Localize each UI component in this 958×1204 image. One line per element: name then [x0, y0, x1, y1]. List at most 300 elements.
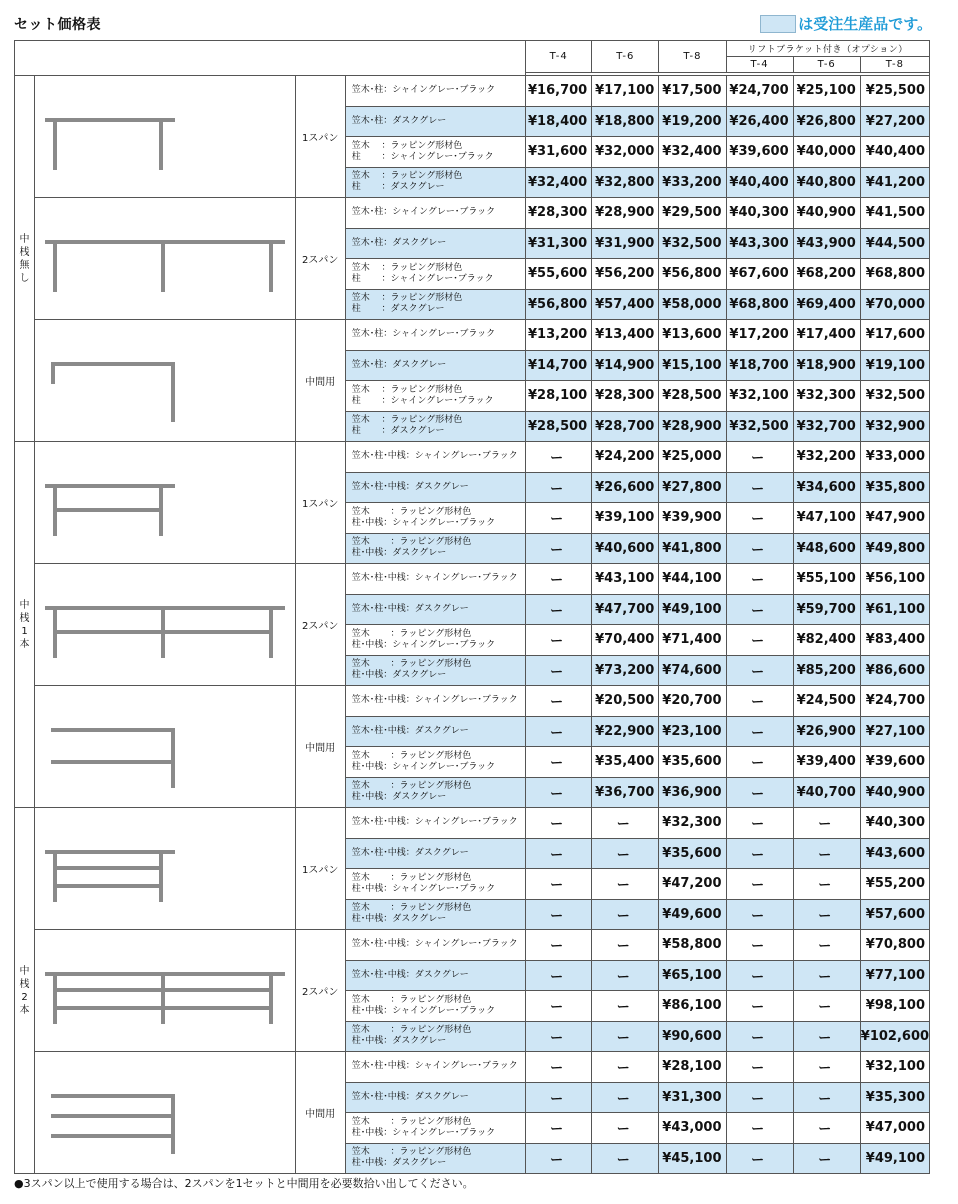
material-line: 笠木･柱･中桟：シャイングレー･ブラック	[351, 817, 518, 828]
material-line: 柱･中桟：シャイングレー･ブラック	[351, 1127, 496, 1138]
material-label	[345, 137, 525, 168]
price-cell: ¥70,800	[860, 930, 929, 961]
material-label	[345, 655, 525, 686]
material-label	[345, 777, 525, 808]
material-line: 柱･中桟：ダスクグレー	[351, 548, 447, 559]
material-line: 柱･中桟：ダスクグレー	[351, 1036, 447, 1047]
span-label: 1スパン	[295, 76, 345, 198]
price-cell: ¥102,600	[860, 1021, 929, 1052]
price-cell: ー	[793, 899, 860, 930]
material-line: 笠木 ：ラッピング形材色	[351, 628, 472, 639]
table-row	[15, 686, 930, 717]
price-cell: ー	[726, 777, 793, 808]
material-line: 笠木･柱･中桟：シャイングレー･ブラック	[351, 1061, 518, 1072]
material-line: 柱･中桟：ダスクグレー	[351, 1158, 447, 1169]
price-cell: ¥19,200	[659, 106, 726, 137]
price-cell: ー	[793, 1021, 860, 1052]
price-cell: ¥40,300	[726, 198, 793, 229]
price-cell: ¥55,100	[793, 564, 860, 595]
price-cell: ¥22,900	[592, 716, 659, 747]
material-line: 柱 ：シャイングレー･ブラック	[351, 395, 494, 406]
price-cell: ー	[526, 686, 592, 717]
price-cell: ¥77,100	[860, 960, 929, 991]
price-cell: ¥56,800	[526, 289, 592, 320]
material-label	[345, 472, 525, 503]
price-cell: ¥40,300	[860, 808, 929, 839]
group-label-text: 中桟2本	[19, 965, 30, 1016]
price-cell: ¥28,100	[526, 381, 592, 412]
price-cell: ー	[726, 716, 793, 747]
legend-swatch	[760, 15, 796, 33]
price-cell: ー	[726, 930, 793, 961]
price-cell: ー	[592, 991, 659, 1022]
price-cell: ¥59,700	[793, 594, 860, 625]
material-line: 笠木 ：ラッピング形材色	[351, 262, 463, 273]
price-cell: ¥67,600	[726, 259, 793, 290]
price-cell: ー	[793, 1113, 860, 1144]
material-label	[345, 594, 525, 625]
price-cell: ¥86,100	[659, 991, 726, 1022]
price-cell: ¥57,600	[860, 899, 929, 930]
price-cell: ¥58,000	[659, 289, 726, 320]
material-label	[345, 259, 525, 290]
price-cell: ー	[526, 472, 592, 503]
price-cell: ー	[726, 869, 793, 900]
price-cell: ー	[592, 808, 659, 839]
price-cell: ¥70,400	[592, 625, 659, 656]
material-line: 柱･中桟：シャイングレー･ブラック	[351, 761, 496, 772]
price-cell: ¥14,700	[526, 350, 592, 381]
material-label	[345, 838, 525, 869]
price-cell: ¥24,500	[793, 686, 860, 717]
price-cell: ¥40,900	[793, 198, 860, 229]
material-line: 柱･中桟：シャイングレー･ブラック	[351, 1005, 496, 1016]
material-line: 柱･中桟：シャイングレー･ブラック	[351, 883, 496, 894]
price-cell: ¥28,900	[659, 411, 726, 442]
price-cell: ¥27,800	[659, 472, 726, 503]
material-label	[345, 1021, 525, 1052]
price-cell: ー	[526, 1143, 592, 1174]
material-label	[345, 564, 525, 595]
price-cell: ¥32,200	[793, 442, 860, 473]
price-cell: ¥31,300	[659, 1082, 726, 1113]
table-row	[15, 564, 930, 595]
span-label: 1スパン	[295, 442, 345, 564]
price-cell: ¥17,500	[659, 76, 726, 107]
price-cell: ¥86,600	[860, 655, 929, 686]
price-cell: ¥47,100	[793, 503, 860, 534]
price-cell: ¥56,200	[592, 259, 659, 290]
price-cell: ¥40,600	[592, 533, 659, 564]
material-label	[345, 1113, 525, 1144]
material-label	[345, 198, 525, 229]
price-cell: ¥33,200	[659, 167, 726, 198]
price-cell: ¥27,200	[860, 106, 929, 137]
price-cell: ¥24,700	[726, 76, 793, 107]
price-cell: ¥18,400	[526, 106, 592, 137]
option-col-header: T-8	[860, 57, 929, 73]
price-cell: ¥39,100	[592, 503, 659, 534]
span-label: 2スパン	[295, 198, 345, 320]
material-label	[345, 716, 525, 747]
price-cell: ¥47,000	[860, 1113, 929, 1144]
material-line: 笠木･柱･中桟：シャイングレー･ブラック	[351, 451, 518, 462]
material-line: 笠木 ：ラッピング形材色	[351, 293, 463, 304]
price-cell: ¥32,300	[793, 381, 860, 412]
price-cell: ー	[526, 777, 592, 808]
material-line: 笠木 ：ラッピング形材色	[351, 537, 472, 548]
price-cell: ー	[726, 533, 793, 564]
price-cell: ー	[592, 838, 659, 869]
price-cell: ¥20,500	[592, 686, 659, 717]
fence-illustration	[35, 930, 296, 1052]
price-cell: ¥71,400	[659, 625, 726, 656]
price-cell: ¥24,700	[860, 686, 929, 717]
price-cell: ¥57,400	[592, 289, 659, 320]
price-cell: ー	[526, 808, 592, 839]
material-line: 笠木 ：ラッピング形材色	[351, 659, 472, 670]
price-cell: ¥43,000	[659, 1113, 726, 1144]
table-row	[15, 76, 930, 107]
fence-illustration	[35, 1052, 296, 1174]
price-cell: ー	[526, 869, 592, 900]
fence-illustration	[35, 198, 296, 320]
price-cell: ¥31,600	[526, 137, 592, 168]
price-cell: ¥43,600	[860, 838, 929, 869]
price-cell: ¥13,600	[659, 320, 726, 351]
price-cell: ¥69,400	[793, 289, 860, 320]
price-cell: ¥45,100	[659, 1143, 726, 1174]
price-cell: ¥13,200	[526, 320, 592, 351]
price-cell: ¥49,100	[659, 594, 726, 625]
price-cell: ¥32,100	[860, 1052, 929, 1083]
price-cell: ¥83,400	[860, 625, 929, 656]
price-cell: ¥32,700	[793, 411, 860, 442]
price-cell: ¥40,000	[793, 137, 860, 168]
material-label	[345, 1143, 525, 1174]
material-label	[345, 350, 525, 381]
price-cell: ー	[592, 1082, 659, 1113]
material-line: 笠木 ：ラッピング形材色	[351, 415, 463, 426]
price-cell: ¥65,100	[659, 960, 726, 991]
table-row	[15, 1052, 930, 1083]
price-cell: ¥58,800	[659, 930, 726, 961]
span-label: 2スパン	[295, 564, 345, 686]
material-label	[345, 442, 525, 473]
price-cell: ー	[526, 838, 592, 869]
price-cell: ー	[726, 1082, 793, 1113]
price-cell: ー	[526, 625, 592, 656]
table-row	[15, 808, 930, 839]
price-cell: ¥98,100	[860, 991, 929, 1022]
price-cell: ¥73,200	[592, 655, 659, 686]
material-label	[345, 167, 525, 198]
material-line: 笠木･柱：シャイングレー･ブラック	[351, 85, 496, 96]
price-cell: ー	[592, 1143, 659, 1174]
price-cell: ¥90,600	[659, 1021, 726, 1052]
material-line: 笠木･柱･中桟：ダスクグレー	[351, 481, 469, 492]
price-cell: ¥27,100	[860, 716, 929, 747]
price-cell: ー	[793, 1052, 860, 1083]
material-line: 笠木 ：ラッピング形材色	[351, 1116, 472, 1127]
fence-illustration	[35, 320, 296, 442]
span-label: 1スパン	[295, 808, 345, 930]
price-cell: ー	[793, 869, 860, 900]
price-cell: ¥28,900	[592, 198, 659, 229]
material-line: 柱 ：シャイングレー･ブラック	[351, 273, 494, 284]
price-cell: ー	[726, 472, 793, 503]
price-cell: ¥85,200	[793, 655, 860, 686]
price-cell: ¥14,900	[592, 350, 659, 381]
material-label	[345, 930, 525, 961]
price-cell: ¥17,600	[860, 320, 929, 351]
material-line: 柱･中桟：シャイングレー･ブラック	[351, 639, 496, 650]
span-label: 中間用	[295, 686, 345, 808]
price-cell: ¥40,800	[793, 167, 860, 198]
price-cell: ー	[592, 1113, 659, 1144]
price-cell: ¥25,100	[793, 76, 860, 107]
price-cell: ¥41,800	[659, 533, 726, 564]
material-line: 笠木･柱：シャイングレー･ブラック	[351, 329, 496, 340]
price-cell: ¥32,100	[726, 381, 793, 412]
price-cell: ¥43,300	[726, 228, 793, 259]
material-line: 笠木･柱･中桟：シャイングレー･ブラック	[351, 939, 518, 950]
col-header: T-6	[592, 41, 659, 73]
table-row	[15, 198, 930, 229]
price-cell: ¥39,600	[860, 747, 929, 778]
price-cell: ー	[526, 503, 592, 534]
price-cell: ー	[592, 1052, 659, 1083]
price-cell: ¥13,400	[592, 320, 659, 351]
price-cell: ¥32,400	[526, 167, 592, 198]
price-cell: ー	[592, 930, 659, 961]
fence-illustration	[35, 442, 296, 564]
header-blank	[15, 41, 526, 76]
price-cell: ¥32,800	[592, 167, 659, 198]
table-row	[15, 930, 930, 961]
price-cell: ¥34,600	[793, 472, 860, 503]
material-line: 笠木･柱：ダスクグレー	[351, 237, 447, 248]
material-label	[345, 289, 525, 320]
material-line: 柱･中桟：シャイングレー･ブラック	[351, 517, 496, 528]
col-header: T-4	[526, 41, 592, 73]
material-label	[345, 869, 525, 900]
price-cell: ¥68,800	[860, 259, 929, 290]
material-label	[345, 1082, 525, 1113]
price-cell: ー	[526, 442, 592, 473]
material-label	[345, 960, 525, 991]
price-cell: ¥33,000	[860, 442, 929, 473]
price-cell: ー	[793, 960, 860, 991]
price-cell: ¥25,500	[860, 76, 929, 107]
material-line: 笠木 ：ラッピング形材色	[351, 140, 463, 151]
price-cell: ¥39,600	[726, 137, 793, 168]
price-cell: ー	[526, 533, 592, 564]
price-cell: ¥32,000	[592, 137, 659, 168]
price-cell: ー	[526, 1021, 592, 1052]
price-cell: ¥26,400	[726, 106, 793, 137]
price-cell: ー	[793, 808, 860, 839]
material-line: 笠木･柱･中桟：ダスクグレー	[351, 847, 469, 858]
price-cell: ¥40,900	[860, 777, 929, 808]
material-label	[345, 1052, 525, 1083]
price-cell: ー	[793, 1082, 860, 1113]
span-label: 中間用	[295, 1052, 345, 1174]
price-cell: ¥24,200	[592, 442, 659, 473]
price-cell: ¥82,400	[793, 625, 860, 656]
material-line: 笠木 ：ラッピング形材色	[351, 506, 472, 517]
price-cell: ¥35,400	[592, 747, 659, 778]
fence-illustration	[35, 686, 296, 808]
fence-illustration	[35, 564, 296, 686]
table-row	[15, 320, 930, 351]
material-line: 笠木 ：ラッピング形材色	[351, 1025, 472, 1036]
price-cell: ー	[726, 899, 793, 930]
page-title: セット価格表	[14, 17, 101, 33]
price-cell: ー	[726, 808, 793, 839]
price-cell: ー	[726, 838, 793, 869]
price-cell: ー	[526, 960, 592, 991]
price-cell: ¥17,200	[726, 320, 793, 351]
price-cell: ¥31,900	[592, 228, 659, 259]
price-cell: ー	[793, 930, 860, 961]
price-cell: ー	[592, 1021, 659, 1052]
price-cell: ¥68,200	[793, 259, 860, 290]
price-cell: ¥16,700	[526, 76, 592, 107]
material-line: 笠木･柱･中桟：ダスクグレー	[351, 1091, 469, 1102]
price-cell: ¥68,800	[726, 289, 793, 320]
price-cell: ¥23,100	[659, 716, 726, 747]
legend	[760, 13, 932, 34]
group-label	[15, 76, 35, 442]
material-line: 柱･中桟：ダスクグレー	[351, 914, 447, 925]
price-cell: ¥47,700	[592, 594, 659, 625]
price-cell: ー	[726, 1143, 793, 1174]
option-col-header: T-4	[726, 57, 793, 73]
material-line: 笠木 ：ラッピング形材色	[351, 171, 463, 182]
material-label	[345, 899, 525, 930]
price-cell: ¥32,300	[659, 808, 726, 839]
option-header: リフトブラケット付き（オプション）	[726, 41, 930, 57]
price-cell: ¥25,000	[659, 442, 726, 473]
material-label	[345, 625, 525, 656]
price-table	[14, 40, 930, 1174]
material-label	[345, 228, 525, 259]
price-cell: ー	[726, 747, 793, 778]
price-cell: ¥44,500	[860, 228, 929, 259]
price-cell: ー	[726, 1113, 793, 1144]
material-label	[345, 686, 525, 717]
price-cell: ¥36,900	[659, 777, 726, 808]
price-cell: ¥70,000	[860, 289, 929, 320]
material-label	[345, 991, 525, 1022]
price-cell: ー	[526, 1113, 592, 1144]
price-cell: ¥39,400	[793, 747, 860, 778]
material-label	[345, 381, 525, 412]
price-cell: ¥49,600	[659, 899, 726, 930]
material-line: 笠木 ：ラッピング形材色	[351, 872, 472, 883]
price-cell: ¥43,900	[793, 228, 860, 259]
price-cell: ー	[526, 899, 592, 930]
price-cell: ー	[526, 1052, 592, 1083]
col-header: T-8	[659, 41, 726, 73]
price-cell: ¥32,500	[860, 381, 929, 412]
price-cell: ¥18,800	[592, 106, 659, 137]
price-cell: ¥35,600	[659, 838, 726, 869]
material-label	[345, 503, 525, 534]
price-cell: ー	[726, 960, 793, 991]
group-label-text: 中桟1本	[19, 599, 30, 650]
price-cell: ー	[592, 899, 659, 930]
price-cell: ¥26,900	[793, 716, 860, 747]
price-cell: ¥32,500	[659, 228, 726, 259]
price-cell: ー	[726, 991, 793, 1022]
price-cell: ー	[592, 869, 659, 900]
price-cell: ¥18,900	[793, 350, 860, 381]
price-cell: ¥40,400	[860, 137, 929, 168]
material-line: 柱･中桟：ダスクグレー	[351, 670, 447, 681]
material-line: 柱･中桟：ダスクグレー	[351, 792, 447, 803]
price-cell: ー	[726, 625, 793, 656]
price-cell: ー	[726, 442, 793, 473]
footnote: ●3スパン以上で使用する場合は、2スパンを1セットと中間用を必要数拾い出してください。	[14, 1177, 474, 1190]
material-line: 笠木･柱･中桟：ダスクグレー	[351, 603, 469, 614]
price-cell: ¥35,600	[659, 747, 726, 778]
price-cell: ¥28,100	[659, 1052, 726, 1083]
price-cell: ー	[526, 655, 592, 686]
fence-illustration	[35, 808, 296, 930]
price-cell: ー	[793, 991, 860, 1022]
material-line: 笠木 ：ラッピング形材色	[351, 1147, 472, 1158]
material-line: 笠木 ：ラッピング形材色	[351, 750, 472, 761]
price-cell: ー	[526, 930, 592, 961]
price-cell: ¥47,200	[659, 869, 726, 900]
price-cell: ¥17,100	[592, 76, 659, 107]
price-cell: ー	[526, 716, 592, 747]
material-label	[345, 533, 525, 564]
price-cell: ¥15,100	[659, 350, 726, 381]
price-cell: ¥47,900	[860, 503, 929, 534]
price-cell: ¥40,400	[726, 167, 793, 198]
material-line: 笠木･柱：ダスクグレー	[351, 115, 447, 126]
material-line: 笠木･柱･中桟：シャイングレー･ブラック	[351, 573, 518, 584]
fence-illustration	[35, 76, 296, 198]
group-label-text: 中桟無し	[19, 233, 30, 284]
price-cell: ¥39,900	[659, 503, 726, 534]
price-cell: ¥18,700	[726, 350, 793, 381]
material-line: 笠木･柱･中桟：ダスクグレー	[351, 969, 469, 980]
price-cell: ー	[526, 1082, 592, 1113]
price-cell: ¥32,900	[860, 411, 929, 442]
price-cell: ¥48,600	[793, 533, 860, 564]
material-line: 笠木･柱：シャイングレー･ブラック	[351, 207, 496, 218]
price-cell: ー	[726, 686, 793, 717]
price-cell: ¥20,700	[659, 686, 726, 717]
price-cell: ー	[526, 991, 592, 1022]
price-cell: ー	[726, 1021, 793, 1052]
option-col-header: T-6	[793, 57, 860, 73]
legend-text: は受注生産品です。	[798, 15, 932, 33]
price-cell: ¥41,200	[860, 167, 929, 198]
material-line: 柱 ：ダスクグレー	[351, 304, 445, 315]
price-cell: ー	[592, 960, 659, 991]
material-line: 笠木 ：ラッピング形材色	[351, 903, 472, 914]
price-cell: ¥28,700	[592, 411, 659, 442]
price-cell: ¥55,200	[860, 869, 929, 900]
material-label	[345, 106, 525, 137]
material-line: 笠木 ：ラッピング形材色	[351, 384, 463, 395]
price-cell: ー	[793, 1143, 860, 1174]
